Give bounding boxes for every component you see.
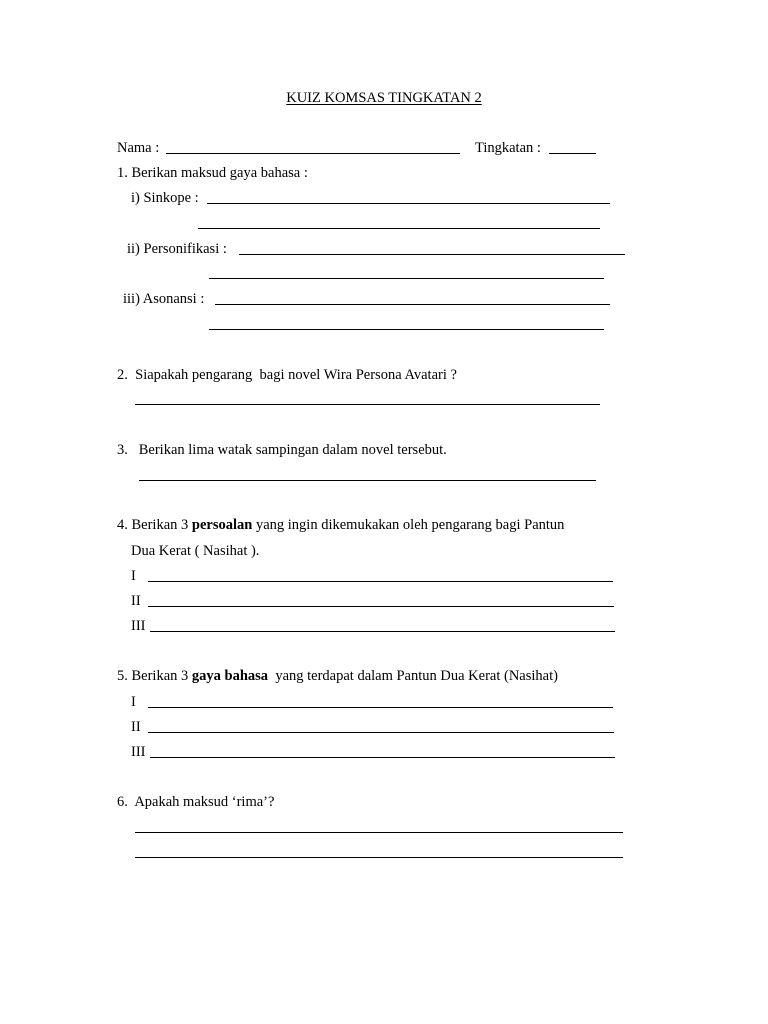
q1-item-asonansi: iii) Asonansi : <box>123 291 205 307</box>
question-2: 2. Siapakah pengarang bagi novel Wira Persona Avatari ? <box>117 367 457 383</box>
question-5: 5. Berikan 3 gaya bahasa yang terdapat dalam Pantun Dua Kerat (Nasihat) <box>117 668 558 684</box>
quiz-title: KUIZ KOMSAS TINGKATAN 2 <box>286 90 482 106</box>
q1-item-personifikasi: ii) Personifikasi : <box>127 241 227 257</box>
q4-numeral-3: III <box>131 618 146 634</box>
q5-numeral-1: I <box>131 694 136 710</box>
name-label: Nama : <box>117 140 160 156</box>
q3-answer-line[interactable] <box>139 480 596 481</box>
q4-answer-line-3[interactable] <box>150 631 615 632</box>
q1-sinkope-answer-line-1[interactable] <box>207 203 610 204</box>
name-answer-line[interactable] <box>166 153 460 154</box>
question-4-line-2: Dua Kerat ( Nasihat ). <box>131 543 260 559</box>
q1-asonansi-answer-line-1[interactable] <box>215 304 610 305</box>
q4-answer-line-2[interactable] <box>148 606 614 607</box>
class-answer-line[interactable] <box>549 153 596 154</box>
question-6: 6. Apakah maksud ‘rima’? <box>117 794 275 810</box>
q5-keyword: gaya bahasa <box>191 668 269 684</box>
q1-personifikasi-answer-line-2[interactable] <box>209 278 604 279</box>
question-4: 4. Berikan 3 persoalan yang ingin dikemukakan oleh pengarang bagi Pantun <box>117 517 565 533</box>
q1-asonansi-answer-line-2[interactable] <box>209 329 604 330</box>
q4-numeral-1: I <box>131 568 136 584</box>
q1-item-sinkope: i) Sinkope : <box>131 190 199 206</box>
class-label: Tingkatan : <box>475 140 541 156</box>
q5-answer-line-3[interactable] <box>150 757 615 758</box>
q1-personifikasi-answer-line-1[interactable] <box>239 254 625 255</box>
q6-answer-line-1[interactable] <box>135 832 623 833</box>
q5-numeral-2: II <box>131 719 141 735</box>
q2-answer-line[interactable] <box>135 404 600 405</box>
question-1: 1. Berikan maksud gaya bahasa : <box>117 165 308 181</box>
q5-answer-line-2[interactable] <box>148 732 614 733</box>
question-3: 3. Berikan lima watak sampingan dalam novel tersebut. <box>117 442 447 458</box>
q4-keyword: persoalan <box>191 517 253 533</box>
q4-answer-line-1[interactable] <box>148 581 613 582</box>
q4-numeral-2: II <box>131 593 141 609</box>
q5-answer-line-1[interactable] <box>148 707 613 708</box>
q6-answer-line-2[interactable] <box>135 857 623 858</box>
q1-sinkope-answer-line-2[interactable] <box>198 228 600 229</box>
q5-numeral-3: III <box>131 744 146 760</box>
